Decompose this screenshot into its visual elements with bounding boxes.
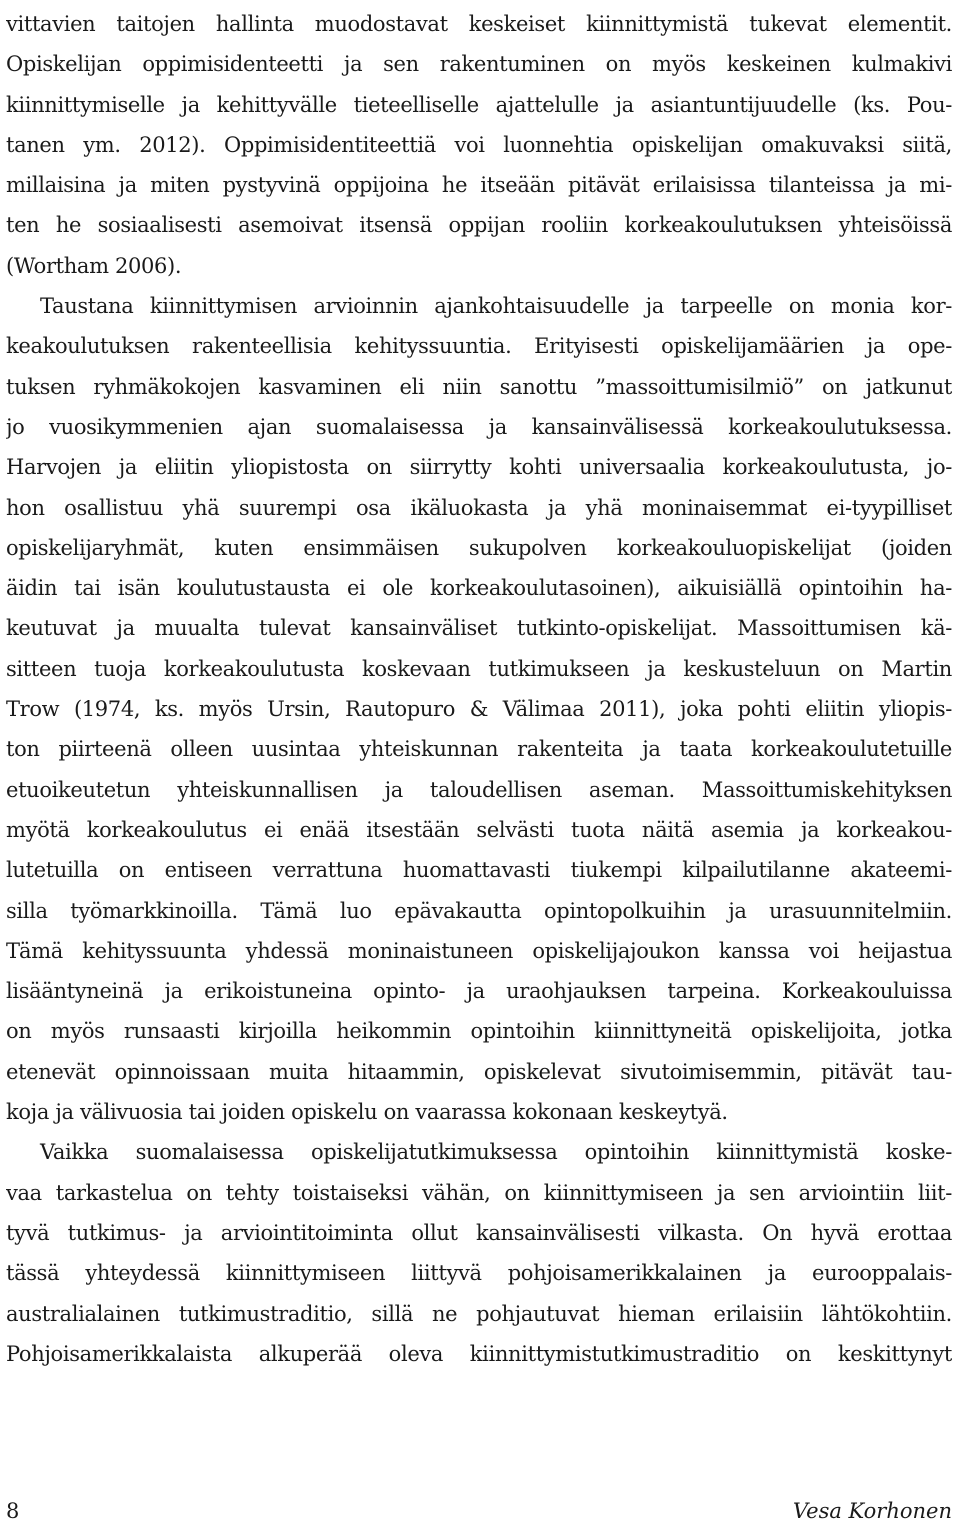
text-line: Trow (1974, ks. myös Ursin, Rautopuro & Välimaa 2011), joka pohti eliitin yliopis- xyxy=(6,697,952,722)
text-line: koja ja välivuosia tai joiden opiskelu on vaarassa kokonaan keskeytyä. xyxy=(6,1100,728,1125)
text-line: tuksen ryhmäkokojen kasvaminen eli niin sanottu ”massoittumisilmiö” on jatkunut xyxy=(6,374,952,399)
text-line: silla työmarkkinoilla. Tämä luo epävakautta opintopolkuihin ja urasuunnitelmiin. xyxy=(6,898,952,923)
author-name: Vesa Korhonen xyxy=(792,1499,952,1523)
text-line: australialainen tutkimustraditio, sillä ne pohjautuvat hieman erilaisiin lähtökohtiin. xyxy=(6,1301,952,1326)
text-line: hon osallistuu yhä suurempi osa ikäluokasta ja yhä moninaisemmat ei-tyypilliset xyxy=(6,495,952,520)
text-line: tanen ym. 2012). Oppimisidentiteettiä voi luonnehtia opiskelijan omakuvaksi siitä, xyxy=(6,132,952,157)
text-line: etuoikeutetun yhteiskunnallisen ja taloudellisen aseman. Massoittumiskehityksen xyxy=(6,777,952,802)
body-text xyxy=(6,4,952,1374)
text-line: tässä yhteydessä kiinnittymiseen liittyvä pohjoisamerikkalainen ja eurooppalais- xyxy=(6,1261,952,1286)
text-line: opiskelijaryhmät, kuten ensimmäisen sukupolven korkeakouluopiskelijat (joiden xyxy=(6,535,952,560)
text-line: Tämä kehityssuunta yhdessä moninaistuneen opiskelijajoukon kanssa voi heijastua xyxy=(6,938,952,963)
text-line: sitteen tuoja korkeakoulutusta koskevaan tutkimukseen ja keskusteluun on Martin xyxy=(6,656,952,681)
page-footer xyxy=(6,1496,952,1526)
page-number: 8 xyxy=(6,1499,20,1523)
text-line: ton piirteenä olleen uusintaa yhteiskunnan rakenteita ja taata korkeakoulutetuille xyxy=(6,737,952,762)
text-line: lutetuilla on entiseen verrattuna huomattavasti tiukempi kilpailutilanne akateemi- xyxy=(6,858,952,883)
text-line: Vaikka suomalaisessa opiskelijatutkimuksessa opintoihin kiinnittymistä koske- xyxy=(40,1140,952,1165)
text-line: vittavien taitojen hallinta muodostavat keskeiset kiinnittymistä tukevat elementit. xyxy=(6,12,952,36)
text-line: lisääntyneinä ja erikoistuneina opinto- ja uraohjauksen tarpeina. Korkeakouluissa xyxy=(6,979,952,1004)
text-line: jo vuosikymmenien ajan suomalaisessa ja kansainvälisessä korkeakoulutuksessa. xyxy=(6,414,952,439)
text-line: Pohjoisamerikkalaista alkuperää oleva kiinnittymistutkimustraditio on keskittynyt xyxy=(6,1341,952,1366)
text-line: kiinnittymiselle ja kehittyvälle tieteelliselle ajattelulle ja asiantuntijuudelle (ks. Pou- xyxy=(6,92,952,117)
text-line: ten he sosiaalisesti asemoivat itsensä oppijan rooliin korkeakoulutuksen yhteisöissä xyxy=(6,213,952,238)
document-page xyxy=(6,4,952,1374)
text-line: vaa tarkastelua on tehty toistaiseksi vähän, on kiinnittymiseen ja sen arviointiin liit- xyxy=(6,1180,952,1205)
text-line: keakoulutuksen rakenteellisia kehityssuuntia. Erityisesti opiskelijamäärien ja ope- xyxy=(6,334,952,359)
text-line: on myös runsaasti kirjoilla heikommin opintoihin kiinnittyneitä opiskelijoita, jotka xyxy=(6,1019,952,1044)
text-line: myötä korkeakoulutus ei enää itsestään selvästi tuota näitä asemia ja korkeakou- xyxy=(6,817,952,842)
text-line: tyvä tutkimus- ja arviointitoiminta ollut kansainvälisesti vilkasta. On hyvä erottaa xyxy=(6,1220,952,1245)
text-line: keutuvat ja muualta tulevat kansainväliset tutkinto-opiskelijat. Massoittumisen kä- xyxy=(6,616,952,641)
text-line: etenevät opinnoissaan muita hitaammin, opiskelevat sivutoimisemmin, pitävät tau- xyxy=(6,1059,952,1084)
text-line: Opiskelijan oppimisidenteetti ja sen rakentuminen on myös keskeinen kulmakivi xyxy=(6,52,952,77)
text-line: Harvojen ja eliitin yliopistosta on siirrytty kohti universaalia korkeakoulutusta, jo- xyxy=(6,455,952,480)
text-line: (Wortham 2006). xyxy=(6,253,182,278)
text-line: Taustana kiinnittymisen arvioinnin ajankohtaisuudelle ja tarpeelle on monia kor- xyxy=(40,294,952,319)
text-line: millaisina ja miten pystyvinä oppijoina he itseään pitävät erilaisissa tilanteissa ja mi- xyxy=(6,173,952,198)
text-line: äidin tai isän koulutustausta ei ole korkeakoulutasoinen), aikuisiällä opintoihin ha- xyxy=(6,576,952,601)
